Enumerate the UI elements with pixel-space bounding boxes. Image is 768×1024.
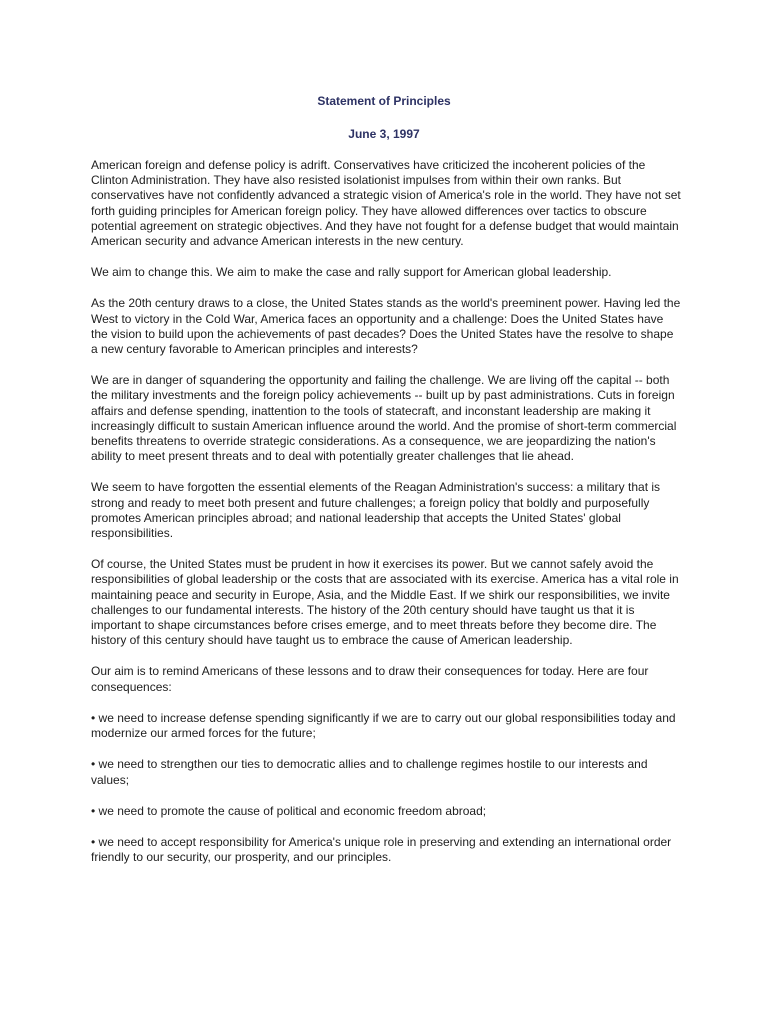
paragraph-reagan: We seem to have forgotten the essential elements of the Reagan Administration's success: a military that is strong and ready to meet both present and future challenges; a foreign policy that boldly and purposefully promotes American principles abroad; and national leadership that accepts the United States' global responsibilities. (91, 480, 661, 541)
list-item-freedom: • we need to promote the cause of political and economic freedom abroad; (91, 803, 487, 818)
paragraph-adrift: American foreign and defense policy is adrift. Conservatives have criticized the incoherent policies of the Clinton Administration. They have also resisted isolationist impulses from within their own ranks. But conservatives have not confidently advanced a strategic vision of America's role in the world. They have not set forth guiding principles for American foreign policy. They have allowed differences over tactics to obscure potential agreement on strategic objectives. And they have not fought for a defense budget that would maintain American security and advance American interests in the new century. (91, 158, 681, 249)
paragraph-20th-century: As the 20th century draws to a close, the United States stands as the world's preeminent power. Having led the West to victory in the Cold War, America faces an opportunity and a challenge: Does the United States have the vision to build upon the achievements of past decades? Does the United States have the resolve to shape a new century favorable to American principles and interests? (91, 296, 681, 357)
list-item-defense-spending: • we need to increase defense spending significantly if we are to carry out our global responsibilities today and modernize our armed forces for the future; (91, 710, 676, 741)
document-date: June 3, 1997 (348, 127, 420, 141)
list-item-responsibility: • we need to accept responsibility for America's unique role in preserving and extending an international order friendly to our security, our prosperity, and our principles. (91, 834, 672, 865)
paragraph-our-aim: Our aim is to remind Americans of these lessons and to draw their consequences for today. Here are four consequences: (91, 664, 649, 694)
paragraph-danger: We are in danger of squandering the opportunity and failing the challenge. We are living off the capital -- both the military investments and the foreign policy achievements -- built up by past administrations. Cuts in foreign affairs and defense spending, inattention to the tools of statecraft, and inconstant leadership are making it increasingly difficult to sustain American influence around the world. And the promise of short-term commercial benefits threatens to override strategic considerations. As a consequence, we are jeopardizing the nation's ability to meet present threats and to deal with potentially greater challenges that lie ahead. (91, 373, 677, 464)
paragraph-prudent: Of course, the United States must be prudent in how it exercises its power. But we cannot safely avoid the responsibilities of global leadership or the costs that are associated with its exercise. America has a vital role in maintaining peace and security in Europe, Asia, and the Middle East. If we shirk our responsibilities, we invite challenges to our fundamental interests. The history of the 20th century should have taught us that it is important to shape circumstances before crises emerge, and to meet threats before they become dire. The history of this century should have taught us to embrace the cause of American leadership. (91, 557, 679, 648)
document-body (91, 158, 681, 881)
document-title: Statement of Principles (317, 94, 451, 108)
list-item-allies: • we need to strengthen our ties to democratic allies and to challenge regimes hostile to our interests and values; (91, 757, 648, 787)
paragraph-aim-change: We aim to change this. We aim to make the case and rally support for American global leadership. (91, 265, 612, 280)
